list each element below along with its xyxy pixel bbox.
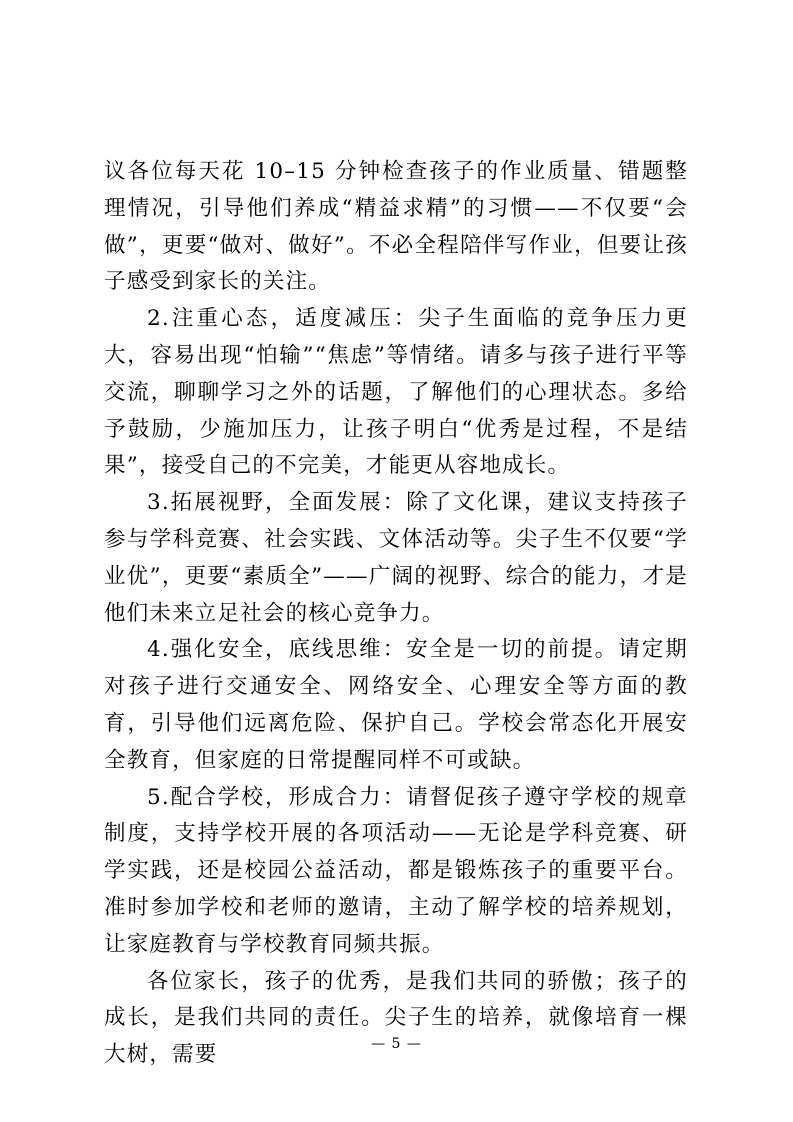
page-number: — 5 — bbox=[371, 1036, 422, 1052]
paragraph-continued: 议各位每天花 10–15 分钟检查孩子的作业质量、错题整理情况，引导他们养成“精益求精”的习惯——不仅要“会做”，更要“做对、做好”。不必全程陪伴写作业，但要让孩子感受到家长的关注。 bbox=[104, 159, 688, 295]
paragraph-item-2: 2.注重心态，适度减压：尖子生面临的竞争压力更大，容易出现“怕输”“焦虑”等情绪。请多与孩子进行平等交流，聊聊学习之外的话题，了解他们的心理状态。多给予鼓励，少施加压力，让孩子明白“优秀是过程，不是结果”，接受自己的不完美，才能更从容地成长。 bbox=[104, 306, 688, 479]
paragraph-item-5: 5.配合学校，形成合力：请督促孩子遵守学校的规章制度，支持学校开展的各项活动——无论是学科竞赛、研学实践，还是校园公益活动，都是锻炼孩子的重要平台。准时参加学校和老师的邀请，主动了解学校的培养规划，让家庭教育与学校教育同频共振。 bbox=[104, 784, 688, 957]
paragraph-item-3: 3.拓展视野，全面发展：除了文化课，建议支持孩子参与学科竞赛、社会实践、文体活动等。尖子生不仅要“学业优”，更要“素质全”——广阔的视野、综合的能力，才是他们未来立足社会的核心竞争力。 bbox=[104, 490, 688, 626]
paragraph-item-4: 4.强化安全，底线思维：安全是一切的前提。请定期对孩子进行交通安全、网络安全、心理安全等方面的教育，引导他们远离危险、保护自己。学校会常态化开展安全教育，但家庭的日常提醒同样不可或缺。 bbox=[104, 637, 688, 773]
paragraph-closing: 各位家长，孩子的优秀，是我们共同的骄傲；孩子的成长，是我们共同的责任。尖子生的培养，就像培育一棵大树，需要 bbox=[104, 968, 688, 1068]
document-body bbox=[104, 154, 688, 1074]
